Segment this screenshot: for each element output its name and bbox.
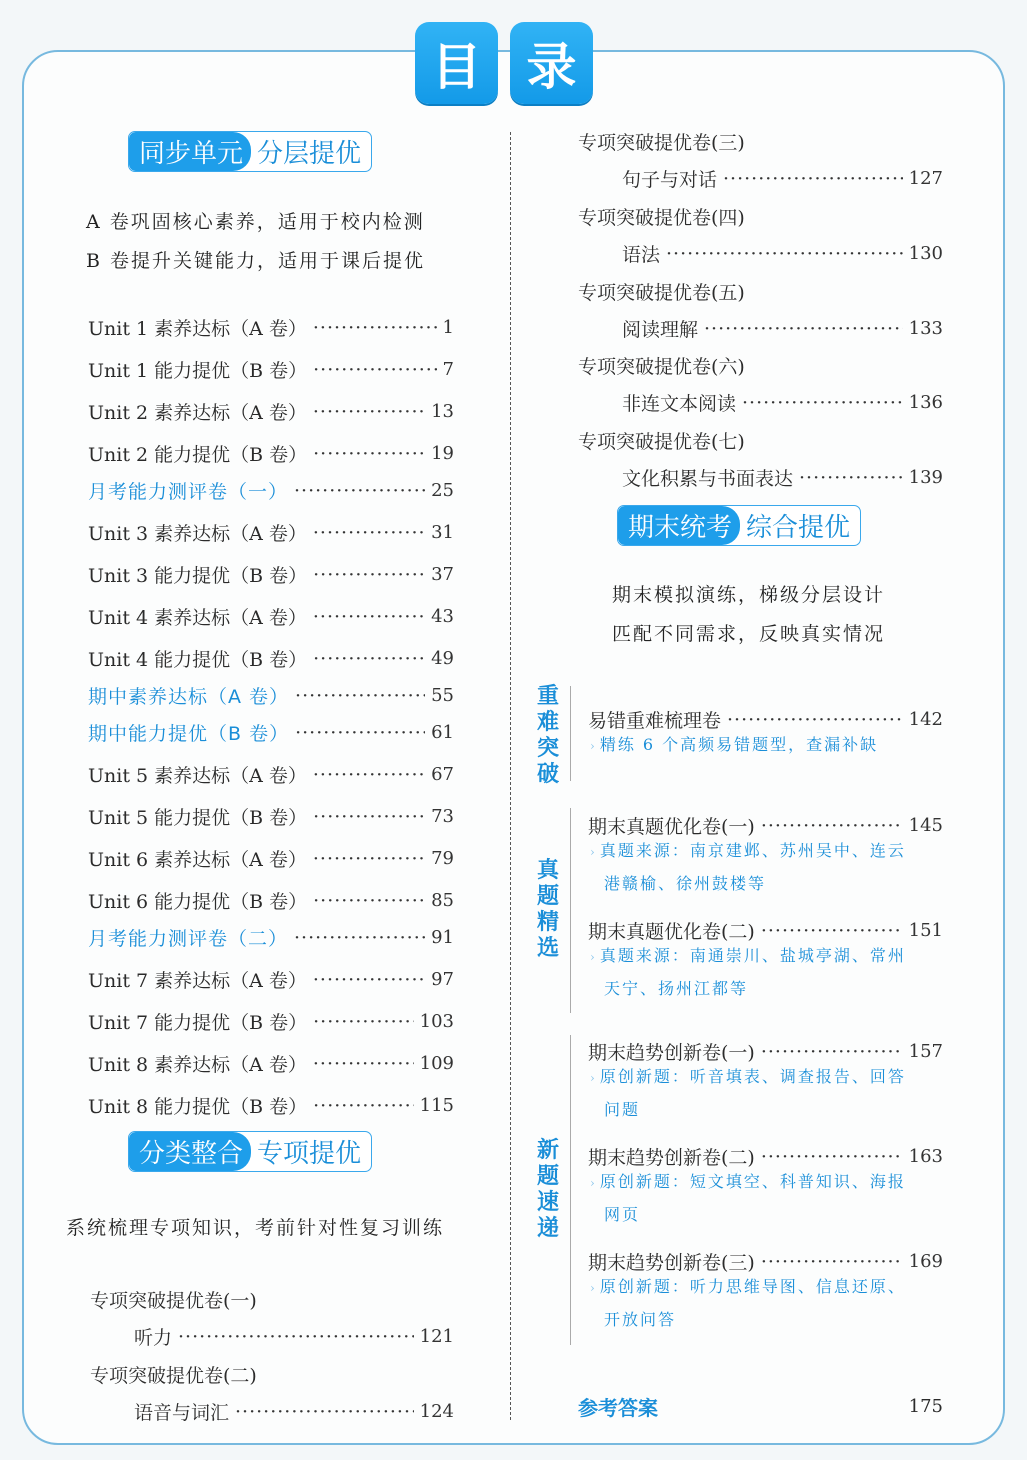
page-number: 97 [431, 969, 454, 990]
chevron-right-icon: › [590, 950, 597, 964]
leader-dots [742, 392, 903, 414]
toc-entry[interactable] [622, 389, 943, 416]
section-banner-final [617, 505, 861, 546]
toc-entry[interactable] [88, 1092, 454, 1119]
leader-dots [295, 685, 425, 707]
page-number: 127 [908, 168, 943, 189]
entry-label: Unit 1 能力提优（B 卷） [88, 360, 308, 382]
special-title: 专项突破提优卷(一) [90, 1290, 257, 1312]
note-text: 原创新题：听音填表、调查报告、回答 [599, 1067, 906, 1086]
leader-dots [313, 806, 425, 828]
toc-entry[interactable] [88, 477, 454, 504]
toc-entry[interactable] [88, 761, 454, 788]
entry-label: 月考能力测评卷（一） [88, 481, 289, 503]
page-number: 37 [431, 564, 454, 585]
leader-dots [313, 359, 436, 381]
leader-dots [313, 564, 425, 586]
section-desc-line: 系统梳理专项知识，考前针对性复习训练 [66, 1217, 445, 1239]
entry-label: 月考能力测评卷（二） [88, 928, 289, 950]
toc-entry-answers[interactable] [578, 1392, 943, 1421]
entry-label: 文化积累与书面表达 [622, 468, 794, 490]
entry-label: 句子与对话 [622, 169, 718, 191]
toc-entry[interactable] [88, 887, 454, 914]
page-number: 31 [431, 522, 454, 543]
toc-entry[interactable] [88, 803, 454, 830]
leader-dots [294, 480, 425, 502]
special-title: 专项突破提优卷(七) [578, 431, 745, 453]
toc-entry[interactable] [88, 682, 454, 709]
entry-note [590, 834, 906, 869]
entry-label: Unit 6 素养达标（A 卷） [88, 849, 307, 871]
page-number: 61 [431, 722, 454, 743]
entry-label: 听力 [134, 1327, 173, 1349]
leader-dots [313, 1053, 414, 1075]
section-desc-line: A 卷巩固核心素养，适用于校内检测 [86, 211, 425, 233]
banner-tag: 期末统考 [618, 506, 740, 545]
leader-dots [313, 648, 425, 670]
toc-entry[interactable] [88, 966, 454, 993]
page-number: 25 [431, 480, 454, 501]
entry-note [590, 1165, 906, 1200]
leader-dots [704, 318, 903, 340]
note-text: 港赣榆、徐州鼓楼等 [604, 874, 767, 893]
leader-dots [295, 722, 425, 744]
toc-entry[interactable] [134, 1323, 454, 1350]
answers-label: 参考答案 [578, 1396, 658, 1420]
page-number: 7 [442, 359, 454, 380]
toc-entry[interactable] [88, 1050, 454, 1077]
page-number: 139 [908, 467, 943, 488]
entry-label: 阅读理解 [622, 319, 699, 341]
toc-entry[interactable] [88, 356, 454, 383]
entry-label: Unit 5 能力提优（B 卷） [88, 807, 308, 829]
page-number: 130 [908, 243, 943, 264]
toc-entry[interactable] [88, 314, 454, 341]
toc-entry[interactable] [622, 240, 943, 267]
entry-label: Unit 3 素养达标（A 卷） [88, 523, 307, 545]
leader-dots [313, 764, 425, 786]
section-desc-line: B 卷提升关键能力，适用于课后提优 [86, 250, 426, 272]
leader-dots [313, 606, 425, 628]
leader-dots [313, 848, 425, 870]
group-label-real: 真题精选 [537, 858, 560, 961]
banner-tag: 同步单元 [129, 132, 251, 171]
entry-label: 非连文本阅读 [622, 393, 737, 415]
group-bar [570, 1035, 571, 1345]
page-number: 169 [908, 1251, 943, 1272]
page-number: 43 [431, 606, 454, 627]
leader-dots [178, 1326, 414, 1348]
group-label-hard: 重难突破 [537, 684, 560, 787]
entry-label: 语法 [622, 244, 661, 266]
entry-label: Unit 1 素养达标（A 卷） [88, 318, 307, 340]
leader-dots [313, 401, 425, 423]
leader-dots [799, 467, 903, 489]
chevron-right-icon: › [590, 1071, 597, 1085]
banner-tag: 分类整合 [129, 1132, 251, 1171]
page-number: 157 [908, 1041, 943, 1062]
toc-entry[interactable] [88, 845, 454, 872]
entry-label: 期末趋势创新卷(一) [588, 1042, 755, 1064]
toc-entry[interactable] [88, 440, 454, 467]
leader-dots [313, 317, 437, 339]
entry-note [590, 1060, 906, 1095]
toc-entry[interactable] [622, 165, 943, 192]
entry-label: Unit 5 素养达标（A 卷） [88, 765, 307, 787]
page-number: 1 [442, 317, 454, 338]
toc-entry[interactable] [622, 464, 943, 491]
entry-label: Unit 7 能力提优（B 卷） [88, 1012, 308, 1034]
page-number: 103 [419, 1011, 454, 1032]
toc-entry[interactable] [88, 719, 454, 746]
leader-dots [313, 443, 425, 465]
page-number: 79 [431, 848, 454, 869]
page-number: 142 [908, 709, 943, 730]
toc-entry[interactable] [88, 398, 454, 425]
page-number: 55 [431, 685, 454, 706]
column-divider [510, 132, 511, 1420]
entry-label: 期末真题优化卷(二) [588, 921, 755, 943]
page-number: 49 [431, 648, 454, 669]
entry-note [590, 1270, 906, 1305]
entry-label: Unit 4 能力提优（B 卷） [88, 649, 308, 671]
chevron-right-icon: › [590, 845, 597, 859]
page-number: 151 [908, 920, 943, 941]
title-char-1: 目 [415, 22, 498, 104]
entry-note [590, 939, 906, 974]
note-text: 天宁、扬州江都等 [604, 979, 749, 998]
leader-dots [723, 168, 903, 190]
page-number: 133 [908, 318, 943, 339]
note-text: 开放问答 [604, 1310, 677, 1329]
section-banner-category [128, 1131, 372, 1172]
special-title: 专项突破提优卷(六) [578, 356, 745, 378]
page-number: 175 [908, 1396, 943, 1417]
leader-dots [666, 243, 903, 265]
entry-label: 期末趋势创新卷(二) [588, 1147, 755, 1169]
page-number: 85 [431, 890, 454, 911]
special-title: 专项突破提优卷(三) [578, 132, 745, 154]
page-number: 109 [419, 1053, 454, 1074]
entry-label: Unit 2 能力提优（B 卷） [88, 444, 308, 466]
toc-entry[interactable] [88, 645, 454, 672]
note-text: 精练 6 个高频易错题型，查漏补缺 [599, 735, 879, 754]
leader-dots [313, 1095, 414, 1117]
toc-entry[interactable] [88, 561, 454, 588]
chevron-right-icon: › [590, 1281, 597, 1295]
special-title: 专项突破提优卷(二) [90, 1365, 257, 1387]
entry-label: 期末真题优化卷(一) [588, 816, 755, 838]
group-bar [570, 808, 571, 1013]
page-number: 121 [419, 1326, 454, 1347]
page-number: 91 [431, 927, 454, 948]
entry-label: Unit 7 素养达标（A 卷） [88, 970, 307, 992]
entry-label: 易错重难梳理卷 [588, 710, 722, 732]
entry-label: Unit 4 素养达标（A 卷） [88, 607, 307, 629]
page-number: 73 [431, 806, 454, 827]
leader-dots [313, 890, 425, 912]
special-title: 专项突破提优卷(五) [578, 282, 745, 304]
entry-note [604, 1198, 640, 1231]
leader-dots [313, 1011, 414, 1033]
page-number: 19 [431, 443, 454, 464]
entry-label: 期末趋势创新卷(三) [588, 1252, 755, 1274]
banner-title: 分层提优 [257, 139, 362, 169]
entry-note [604, 1093, 640, 1126]
entry-note [604, 1303, 676, 1336]
section-desc-line: 期末模拟演练，梯级分层设计 [612, 584, 886, 606]
chevron-right-icon: › [590, 739, 597, 753]
note-text: 原创新题：听力思维导图、信息还原、 [599, 1277, 906, 1296]
entry-label: Unit 2 素养达标（A 卷） [88, 402, 307, 424]
note-text: 真题来源：南通崇川、盐城亭湖、常州 [599, 946, 906, 965]
leader-dots [313, 522, 425, 544]
group-label-new: 新题速递 [537, 1138, 560, 1241]
banner-title: 综合提优 [746, 513, 851, 543]
entry-label: Unit 6 能力提优（B 卷） [88, 891, 308, 913]
banner-title: 专项提优 [257, 1139, 362, 1169]
entry-note [604, 867, 766, 900]
toc-entry[interactable] [622, 315, 943, 342]
chevron-right-icon: › [590, 1176, 597, 1190]
group-bar [570, 686, 571, 781]
toc-entry[interactable] [134, 1398, 454, 1425]
page-number: 67 [431, 764, 454, 785]
special-title: 专项突破提优卷(四) [578, 207, 745, 229]
section-desc-line: 匹配不同需求，反映真实情况 [612, 623, 886, 645]
note-text: 原创新题：短文填空、科普知识、海报 [599, 1172, 906, 1191]
toc-entry[interactable] [88, 924, 454, 951]
leader-dots [313, 969, 425, 991]
leader-dots [235, 1401, 414, 1423]
toc-entry[interactable] [88, 519, 454, 546]
entry-label: 期中素养达标（A 卷） [88, 686, 290, 708]
entry-note [590, 728, 878, 763]
entry-label: Unit 8 素养达标（A 卷） [88, 1054, 307, 1076]
entry-label: 语音与词汇 [134, 1402, 230, 1424]
toc-entry[interactable] [88, 1008, 454, 1035]
leader-dots [294, 927, 425, 949]
page-number: 124 [419, 1401, 454, 1422]
entry-label: 期中能力提优（B 卷） [88, 723, 290, 745]
entry-note [604, 972, 748, 1005]
entry-label: Unit 8 能力提优（B 卷） [88, 1096, 308, 1118]
section-banner-sync [128, 131, 372, 172]
note-text: 真题来源：南京建邺、苏州吴中、连云 [599, 841, 906, 860]
note-text: 网页 [604, 1205, 641, 1224]
page-number: 163 [908, 1146, 943, 1167]
page-number: 115 [419, 1095, 454, 1116]
title-char-2: 录 [510, 22, 593, 104]
page-number: 136 [908, 392, 943, 413]
entry-label: Unit 3 能力提优（B 卷） [88, 565, 308, 587]
note-text: 问题 [604, 1100, 641, 1119]
page-number: 145 [908, 815, 943, 836]
page-number: 13 [431, 401, 454, 422]
toc-entry[interactable] [88, 603, 454, 630]
